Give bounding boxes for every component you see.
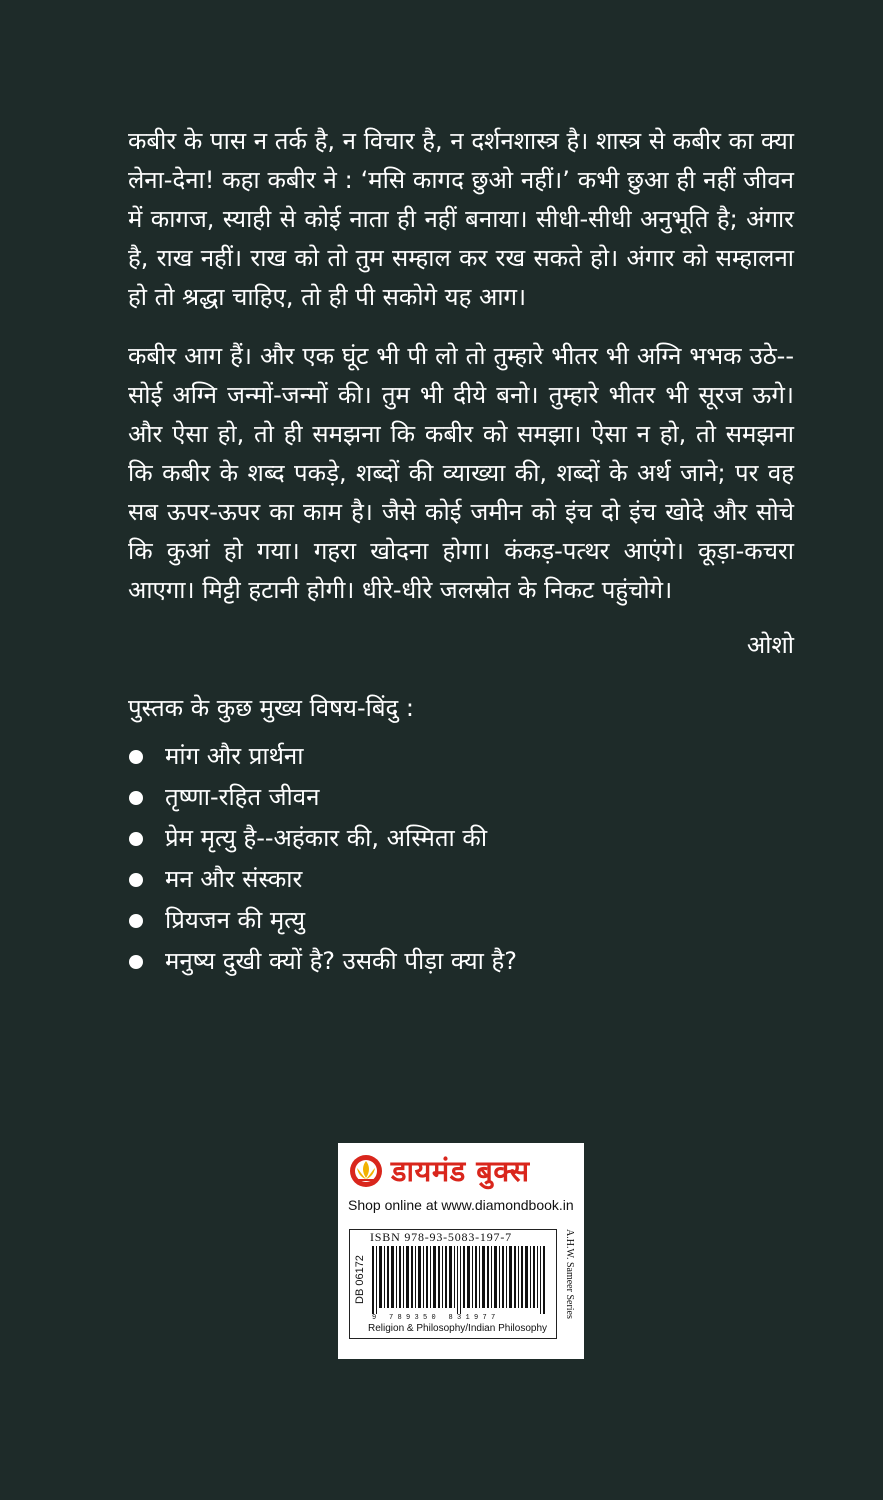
- barcode-box: [349, 1229, 557, 1339]
- topic-text: मन और संस्कार: [165, 865, 303, 893]
- bullet-icon: [129, 750, 143, 764]
- list-item: [128, 777, 794, 818]
- lotus-icon: [349, 1154, 383, 1188]
- author-name: ओशो: [746, 631, 794, 659]
- topic-text: मनुष्य दुखी क्यों है? उसकी पीड़ा क्या है?: [165, 947, 517, 975]
- topics-heading: पुस्तक के कुछ मुख्य विषय-बिंदु :: [128, 694, 414, 722]
- publisher-brand: [338, 1143, 584, 1191]
- list-item: [128, 736, 794, 777]
- bullet-icon: [129, 832, 143, 846]
- topic-text: तृष्णा-रहित जीवन: [165, 783, 320, 811]
- barcode-digits: 9 789350 831977: [372, 1314, 500, 1322]
- bullet-icon: [129, 955, 143, 969]
- paragraph-2: कबीर आग हैं। और एक घूंट भी पी लो तो तुम्हारे भीतर भी अग्नि भभक उठे--सोई अग्नि जन्मों-जन्मों की। तुम भी दीये बनो। तुम्हारे भीतर भी सूरज ऊगे। और ऐसा हो, तो ही समझना कि कबीर को समझा। ऐसा न हो, तो समझना कि कबीर के शब्द पकड़े, शब्दों की व्याख्या की, शब्दों के अर्थ जाने; पर वह सब ऊपर-ऊपर का काम है। जैसे कोई जमीन को इंच दो इंच खोदे और सोचे कि कुआं हो गया। गहरा खोदना होगा। कंकड़-पत्थर आएंगे। कूड़ा-कचरा आएगा। मिट्टी हटानी होगी। धीरे-धीरे जलस्रोत के निकट पहुंचोगे।: [128, 342, 794, 604]
- list-item: [128, 900, 794, 941]
- barcode-image: [370, 1246, 550, 1314]
- bullet-icon: [129, 914, 143, 928]
- topics-list: [128, 736, 794, 982]
- list-item: [128, 859, 794, 900]
- series-name: A.H.W. Sameer Series: [564, 1229, 575, 1319]
- book-code: DB 06172: [354, 1255, 366, 1304]
- shop-online-text: Shop online at www.diamondbook.in: [348, 1197, 574, 1213]
- book-category: Religion & Philosophy/Indian Philosophy: [368, 1323, 548, 1334]
- topic-text: प्रियजन की मृत्यु: [165, 906, 306, 934]
- back-cover-content: [128, 122, 794, 982]
- paragraph-1: कबीर के पास न तर्क है, न विचार है, न दर्शनशास्त्र है। शास्त्र से कबीर का क्या लेना-देना! कहा कबीर ने : ‘मसि कागद छुओ नहीं।’ कभी छुआ ही नहीं जीवन में कागज, स्याही से कोई नाता ही नहीं बनाया। सीधी-सीधी अनुभूति है; अंगार है, राख नहीं। राख को तो तुम सम्हाल कर रख सकते हो। अंगार को सम्हालना हो तो श्रद्धा चाहिए, तो ही पी सकोगे यह आग।: [128, 127, 794, 311]
- isbn-text: ISBN 978-93-5083-197-7: [370, 1230, 512, 1244]
- bullet-icon: [129, 873, 143, 887]
- publisher-name: डायमंड बुक्स: [391, 1154, 530, 1188]
- topic-text: प्रेम मृत्यु है--अहंकार की, अस्मिता की: [165, 824, 488, 852]
- publisher-sticker: [338, 1143, 584, 1359]
- topic-text: मांग और प्रार्थना: [165, 742, 304, 770]
- list-item: [128, 941, 794, 982]
- bullet-icon: [129, 791, 143, 805]
- list-item: [128, 818, 794, 859]
